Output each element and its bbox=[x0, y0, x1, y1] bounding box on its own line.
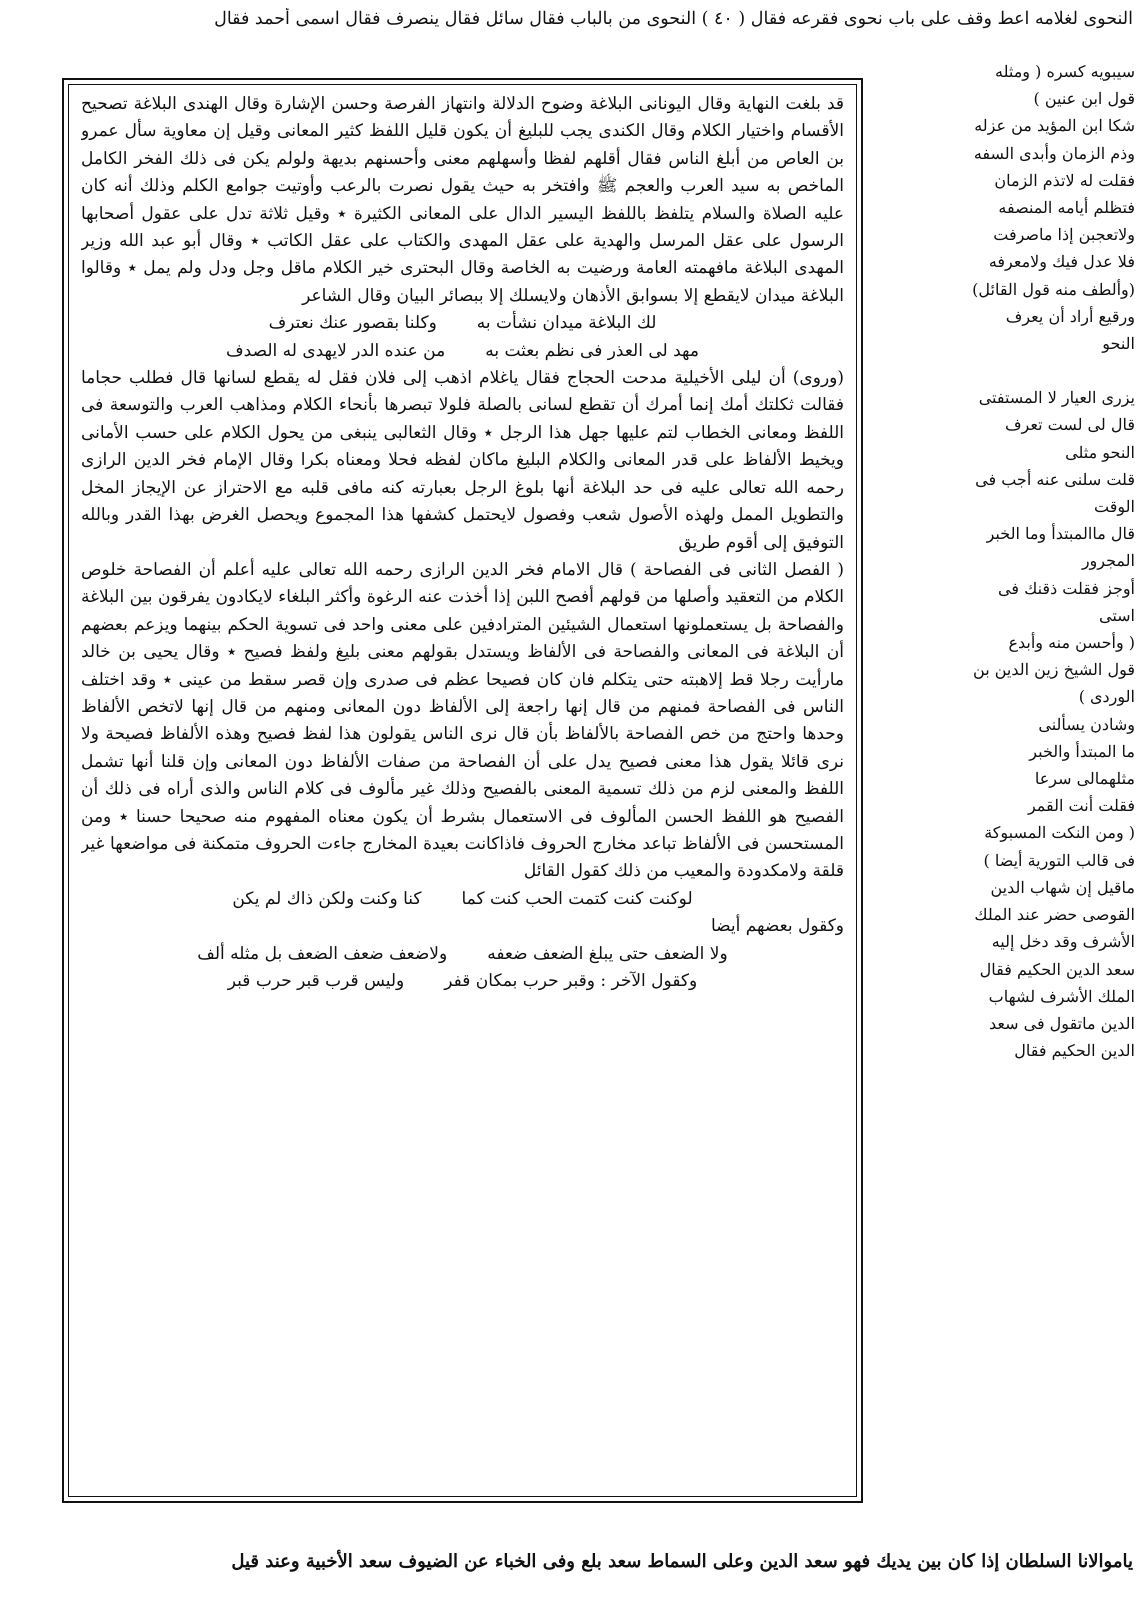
margin-line: يزرى العيار لا المستفتى bbox=[978, 388, 1135, 408]
margin-line: ( وأحسن منه وأبدع bbox=[1008, 633, 1135, 653]
verse-hemistich: من عنده الدر لايهدى له الصدف bbox=[226, 340, 446, 361]
paragraph: وكقول بعضهم أيضا bbox=[710, 916, 844, 937]
verse-line bbox=[81, 968, 844, 995]
paragraph: قد بلغت النهاية وقال اليونانى البلاغة وضوح الدلالة وانتهاز الفرصة وحسن الإشارة وقال الهندى البلاغة تصحيح الأقسام واختيار الكلام وقال الكندى يجب للبليغ أن يكون قليل اللفظ كثير المعانى وقيل إن معاوية سأل عمرو بن العاص من أبلغ الناس فقال أقلهم لفظا وأسهلهم معنى وأحسنهم بديهة ولولم يكن فى ذلك الفخر الكامل الماخص به سيد العرب والعجم ﷺ وافتخر به حيث يقول نصرت بالرعب وأوتيت جوامع الكلم وذلك أنه كان عليه الصلاة والسلام يتلفظ باللفظ اليسير الدال على المعانى الكثيرة ٭ وقيل ثلاثة تدل على عقول أصحابها الرسول على عقل المرسل والهدية على عقل المهدى والكتاب على عقل الكاتب ٭ وقال أبو عبد الله وزير المهدى البلاغة مافهمته العامة ورضيت به الخاصة وقال البحترى خير الكلام ماقل وجل ودل ولم يمل ٭ وقالوا البلاغة ميدان لايقطع إلا بسوابق الأذهان ولايسلك إلا ببصائر البيان وقال الشاعر bbox=[81, 94, 844, 306]
verse-hemistich: كنا وكنت ولكن ذاك لم يكن bbox=[232, 888, 422, 909]
margin-line: أوجز فقلت ذقنك فى bbox=[998, 578, 1135, 598]
verse-line bbox=[81, 310, 844, 337]
margin-line: الأشرف وقد دخل إليه bbox=[991, 932, 1135, 952]
header-line: النحوى لغلامه اعط وقف على باب نحوى فقرعه فقال ( ٤٠ ) النحوى من بالباب فقال سائل فقال ينصرف فقال اسمى أحمد فقال bbox=[214, 9, 1133, 29]
margin-line: الوقت bbox=[1094, 497, 1135, 517]
margin-line: الدين الحكيم فقال bbox=[1014, 1041, 1135, 1061]
verse-hemistich: لك البلاغة ميدان نشأت به bbox=[476, 313, 657, 334]
margin-line: فقلت له لاتذم الزمان bbox=[994, 170, 1135, 190]
margin-line: سعد الدين الحكيم فقال bbox=[979, 959, 1135, 979]
margin-line: فتظلم أيامه المنصفه bbox=[998, 198, 1135, 218]
margin-line: قول ابن عنين ) bbox=[1033, 89, 1135, 109]
verse-hemistich: لوكنت كنت كتمت الحب كنت كما bbox=[461, 888, 693, 909]
verse-hemistich: ولاضعف ضعف الضعف بل مثله ألف bbox=[197, 943, 448, 964]
margin-line: مثلهمالى سرعا bbox=[1034, 769, 1135, 789]
margin-line: وشادن يسألنى bbox=[1038, 714, 1135, 734]
margin-line: قال لى لست تعرف bbox=[1004, 415, 1135, 435]
margin-line: وذم الزمان وأبدى السفه bbox=[973, 143, 1135, 163]
verse-line bbox=[81, 941, 844, 968]
verse-line bbox=[81, 338, 844, 365]
verse-hemistich: مهد لى العذر فى نظم بعثت به bbox=[485, 340, 699, 361]
margin-line: شكا ابن المؤيد من عزله bbox=[974, 116, 1135, 136]
margin-line: القوصى حضر عند الملك bbox=[974, 905, 1135, 925]
margin-line: قول الشيخ زين الدين بن bbox=[973, 660, 1135, 680]
margin-line: ( ومن النكت المسبوكة bbox=[984, 823, 1135, 843]
margin-line: النحو bbox=[1102, 334, 1135, 354]
margin-line: فى قالب التورية أيضا ) bbox=[983, 850, 1135, 870]
margin-line: سيبويه كسره ( ومثله bbox=[995, 62, 1135, 81]
paragraph: ( الفصل الثانى فى الفصاحة ) قال الامام فخر الدين الرازى رحمه الله تعالى عليه أعلم أن الفصاحة خلوص الكلام من التعقيد وأصلها من قولهم أفصح اللبن إذا أخذت عنه الرغوة وأكثر البلغاء لايكادون يفرقون بين البلاغة والفصاحة بل يستعملونها استعمال الشيئين المترادفين على معنى واحد فى تسوية الحكم بينهما ويزعم بعضهم أن البلاغة فى المعانى والفصاحة فى الألفاظ ويستدل بقولهم معنى بليغ ولفظ فصيح ٭ وقال يحيى بن خالد مارأيت رجلا قط إلاهبته حتى يتكلم فان كان فصيحا عظم فى صدرى وإن قصر سقط من عينى ٭ وقد اختلف الناس فى الفصاحة فمنهم من قال إنها راجعة إلى الألفاظ دون المعانى ومنهم من قال إنها لاتخص الألفاظ وحدها واحتج من خص الفصاحة بالألفاظ بأن قال نرى الناس يقولون هذا لفظ فصيح وهذه الألفاظ فصيحة ولا نرى قائلا يقول هذا معنى فصيح يدل على أن الفصاحة من صفات الألفاظ دون المعانى وإن قلنا أنها تشمل اللفظ والمعنى لزم من ذلك تسمية المعنى بالفصيح وذلك غير مألوف فى كلام الناس والذى أراه فى ذلك أن الفصيح هو اللفظ الحسن المألوف فى الاستعمال بشرط أن يكون معناه المفهوم منه صحيحا حسنا ٭ ومن المستحسن فى الألفاظ تباعد مخارج الحروف فاذاكانت بعيدة المخارج جاءت الحروف متمكنة فى مواضعها غير قلقة ولامكدودة والمعيب من ذلك كقول القائل bbox=[81, 559, 844, 882]
text-frame-inner bbox=[68, 84, 857, 1497]
margin-line: المجرور bbox=[1081, 551, 1135, 571]
margin-line: فلا عدل فيك ولامعرفه bbox=[988, 252, 1135, 272]
paragraph: (وروى) أن ليلى الأخيلية مدحت الحجاج فقال ياغلام اذهب إلى فلان فقل له يقطع لسانها قال فطلب حجاما فقالت ثكلتك أمك إنما أمرك أن تقطع لسانى بالصلة فلولا تبصرها بأنحاء الكلام ومذاهب العرب والتوسعة فى اللفظ ومعانى الخطاب لتم عليها جهل هذا الرجل ٭ وقال الثعالبى ينبغى من يحول الكلام على حسب الأمانى ويخيط الألفاظ على قدر المعانى والكلام البليغ ماكان لفظه فحلا ومعناه بكرا وقال الإمام فخر الدين الرازى رحمه الله تعالى عليه فى حد البلاغة أنها بلوغ الرجل بعبارته كنه مافى قلبه مع الاحتراز عن الإيجاز المخل والتطويل الممل ولهذه الأصول شعب وفصول لايحتمل كشفها هذا المجموع ويحصل الغرض بهذا القدر وبالله التوفيق إلى أقوم طريق bbox=[81, 368, 844, 553]
margin-line: الوردى ) bbox=[1078, 687, 1135, 707]
header-text bbox=[8, 8, 1133, 52]
text-frame-outer bbox=[62, 78, 863, 1503]
verse-hemistich: ولا الضعف حتى يبلغ الضعف ضعفه bbox=[487, 943, 728, 964]
margin-column bbox=[868, 58, 1135, 1535]
margin-line: (وألطف منه قول القائل) bbox=[972, 279, 1135, 299]
margin-line: النحو مثلى bbox=[1065, 442, 1135, 462]
margin-line: فقلت أنت القمر bbox=[1027, 796, 1135, 816]
margin-line: استى bbox=[1098, 605, 1135, 625]
verse-hemistich: وكقول الآخر : وقبر حرب بمكان قفر bbox=[444, 971, 698, 991]
margin-line: قال ماالمبتدأ وما الخبر bbox=[986, 524, 1135, 544]
margin-line: ما المبتدأ والخبر bbox=[1029, 741, 1135, 761]
margin-line: ماقيل إن شهاب الدين bbox=[990, 877, 1135, 897]
margin-line: قلت سلنى عنه أجب فى bbox=[975, 469, 1135, 489]
footer-text: ياموالانا السلطان إذا كان بين يديك فهو سعد الدين وعلى السماط سعد بلع وفى الخباء عن الضيوف سعد الأخبية وعند قيل bbox=[231, 1551, 1133, 1572]
margin-line: الدين ماتقول فى سعد bbox=[989, 1013, 1135, 1033]
verse-line bbox=[81, 886, 844, 913]
margin-line: ورقيع أراد أن يعرف bbox=[1005, 306, 1135, 326]
margin-gap bbox=[868, 357, 1135, 384]
verse-hemistich: وكلنا بقصور عنك نعترف bbox=[268, 313, 437, 334]
verse-hemistich: وليس قرب قبر حرب قبر bbox=[227, 971, 405, 991]
margin-line: الملك الأشرف لشهاب bbox=[988, 986, 1135, 1006]
margin-line: ولاتعجبن إذا ماصرفت bbox=[993, 225, 1135, 245]
main-text-block bbox=[81, 91, 844, 1488]
